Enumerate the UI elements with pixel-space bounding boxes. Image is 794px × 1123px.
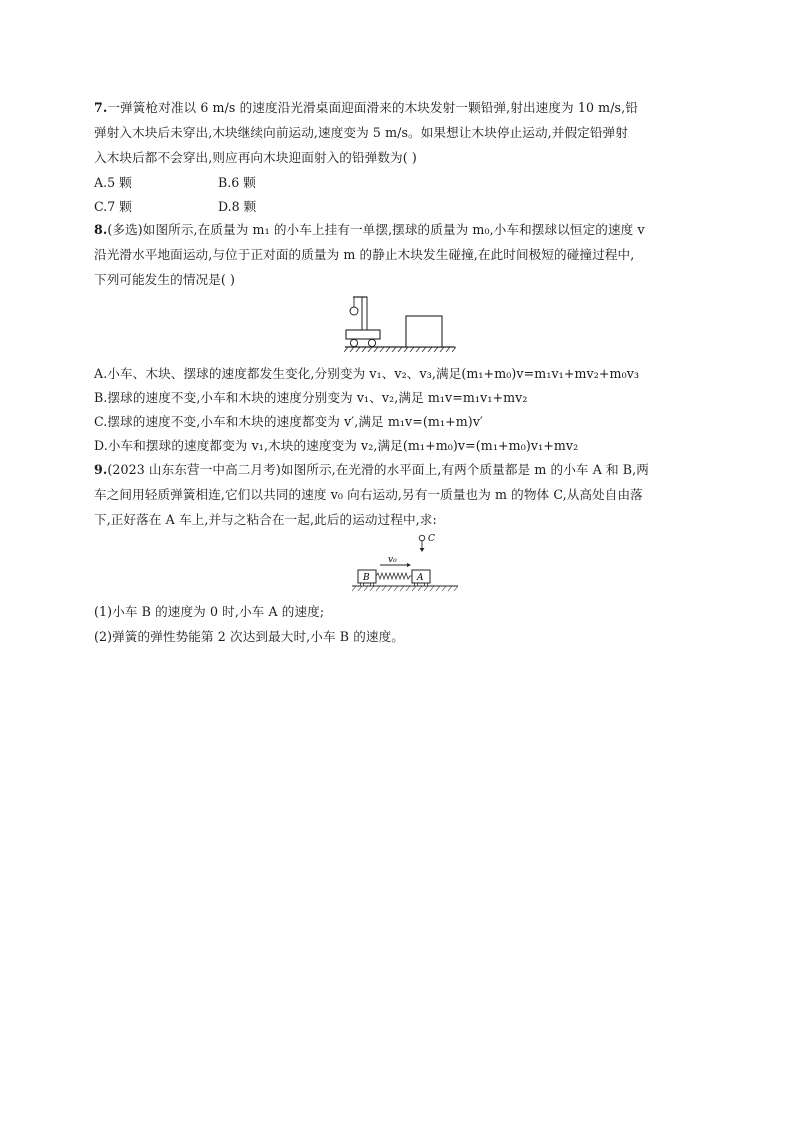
q9-line-3: 下,正好落在 A 车上,并与之粘合在一起,此后的运动过程中,求:: [94, 512, 437, 527]
q7-option-d: D.8 颗: [218, 199, 257, 214]
q9-figure-carts-spring: [350, 530, 460, 596]
q8-figure-cart-pendulum-block: [340, 292, 460, 354]
q9-figure-label-v0: v₀: [388, 555, 397, 565]
q8-number: 8.: [94, 222, 108, 237]
q7-option-b: B.6 颗: [218, 175, 256, 190]
q9-line-2: 车之间用轻质弹簧相连,它们以共同的速度 v₀ 向右运动,另有一质量也为 m 的物体 C,从高处自由落: [94, 487, 643, 502]
q7-option-c: C.7 颗: [94, 199, 132, 214]
q7-option-a: A.5 颗: [94, 175, 132, 190]
q8-option-b: B.摆球的速度不变,小车和木块的速度分别变为 v₁、v₂,满足 m₁v=m₁v₁+mv₂: [94, 390, 528, 405]
q8-line-3: 下列可能发生的情况是( ): [94, 272, 236, 287]
q9-subquestion-1: (1)小车 B 的速度为 0 时,小车 A 的速度;: [94, 604, 325, 619]
q9-subquestion-2: (2)弹簧的弹性势能第 2 次达到最大时,小车 B 的速度。: [94, 629, 404, 644]
q8-line-1: 8.(多选)如图所示,在质量为 m₁ 的小车上挂有一单摆,摆球的质量为 m₀,小车和摆球以恒定的速度 v: [94, 222, 645, 237]
q8-option-d: D.小车和摆球的速度都变为 v₁,木块的速度变为 v₂,满足(m₁+m₀)v=(m₁+m₀)v₁+mv₂: [94, 438, 579, 453]
q7-line-3: 入木块后都不会穿出,则应再向木块迎面射入的铅弹数为( ): [94, 150, 417, 165]
q8-option-a: A.小车、木块、摆球的速度都发生变化,分别变为 v₁、v₂、v₃,满足(m₁+m₀)v=m₁v₁+mv₂+m₀v₃: [94, 366, 640, 381]
q8-line-2: 沿光滑水平地面运动,与位于正对面的质量为 m 的静止木块发生碰撞,在此时间极短的碰撞过程中,: [94, 247, 635, 262]
q7-line-1: 7.一弹簧枪对准以 6 m/s 的速度沿光滑桌面迎面滑来的木块发射一颗铅弹,射出速度为 10 m/s,铅: [94, 100, 638, 115]
q8-option-c: C.摆球的速度不变,小车和木块的速度都变为 v′,满足 m₁v=(m₁+m)v′: [94, 414, 483, 429]
q9-figure-label-a: A: [417, 573, 424, 583]
q7-line-2: 弹射入木块后未穿出,木块继续向前运动,速度变为 5 m/s。如果想让木块停止运动,并假定铅弹射: [94, 125, 628, 140]
q9-line-1: 9.(2023 山东东营一中高二月考)如图所示,在光滑的水平面上,有两个质量都是 m 的小车 A 和 B,两: [94, 462, 649, 477]
q9-figure-label-b: B: [363, 573, 370, 583]
q7-number: 7.: [94, 100, 108, 115]
q9-figure-label-c: C: [428, 534, 435, 544]
q9-number: 9.: [94, 462, 108, 477]
